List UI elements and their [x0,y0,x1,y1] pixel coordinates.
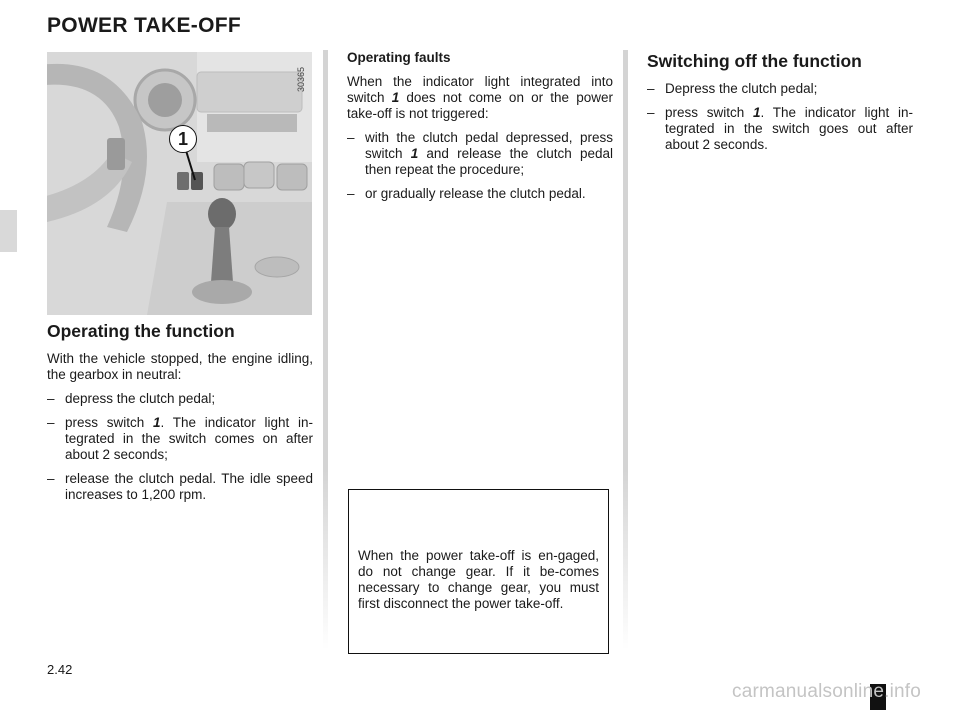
list-item: – press switch 1. The indicator light in-tegrated in the switch comes on after about 2 seconds; [47,415,313,462]
figure-reference-text: 30365 [296,66,306,92]
list-item: – press switch 1. The indicator light in-tegrated in the switch goes out after about 2 seconds. [647,105,913,152]
operating-intro: With the vehicle stopped, the engine idling, the gearbox in neutral: [47,351,313,382]
dash-bullet: – [47,471,55,486]
dash-bullet: – [347,130,355,145]
faults-steps [347,130,613,202]
operating-section [47,320,313,511]
list-item: – release the clutch pedal. The idle speed increases to 1,200 rpm. [47,471,313,502]
warning-box [348,489,609,654]
dashboard-illustration [47,52,312,315]
callout-switch-1: 1 [169,125,197,153]
dashboard-photo [47,52,312,315]
switching-off-section [647,50,913,161]
list-item: – or gradually release the clutch pedal. [347,186,586,201]
faults-heading: Operating faults [347,50,451,65]
list-item: – depress the clutch pedal; [47,391,216,406]
page-title: POWER TAKE-OFF [47,14,241,37]
list-item: – Depress the clutch pedal; [647,81,818,96]
warning-text: When the power take-off is en-gaged, do not change gear. If it be-comes necessary to change gear, you must first disconnect the power take-off. [358,548,599,611]
dash-bullet: – [647,81,655,96]
operating-steps [47,391,313,503]
faults-intro: When the indicator light integrated into switch 1 does not come on or the power take-off is not triggered: [347,74,613,121]
column-divider-right [623,50,628,650]
chapter-side-tab [0,210,17,252]
figure-reference-code [296,58,308,92]
dash-bullet: – [347,186,355,201]
dash-bullet: – [647,105,655,120]
dash-bullet: – [47,391,55,406]
dash-bullet: – [47,415,55,430]
faults-section [347,50,613,210]
switching-off-heading: Switching off the function [647,51,862,71]
page-number: 2.42 [47,662,73,677]
list-item: – with the clutch pedal depressed, press switch 1 and release the clutch pedal then repeat the procedure; [347,130,613,177]
column-divider-left [323,50,328,650]
watermark-text: carmanualsonline.info [732,681,922,702]
switching-off-steps [647,81,913,153]
operating-heading: Operating the function [47,321,235,341]
